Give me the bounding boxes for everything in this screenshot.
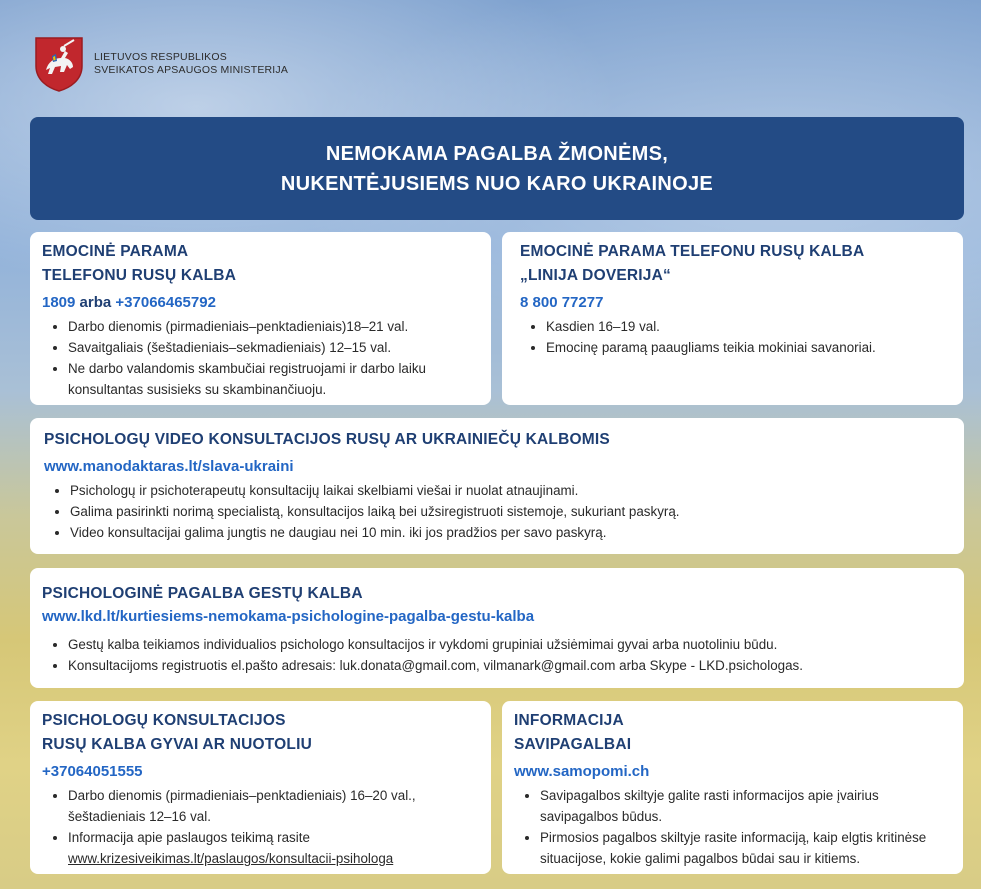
phone-numbers [42,292,479,314]
card-title: PSICHOLOGŲ VIDEO KONSULTACIJOS RUSŲ AR UKRAINIEČŲ KALBOMIS [44,431,610,448]
ministry-line-2: SVEIKATOS APSAUGOS MINISTERIJA [94,64,289,76]
card-russian-consultations [30,701,491,874]
list-item: • Kasdien 16–19 val. [546,316,945,337]
list-item: • Savaitgaliais (šeštadieniais–sekmadieniais) 12–15 val. [68,337,479,358]
card-title-line-1: PSICHOLOGŲ KONSULTACIJOS [42,712,286,729]
phone-mobile[interactable]: +37066465792 [115,294,216,311]
card-title-line-1: EMOCINĖ PARAMA [42,243,189,260]
banner-line-1: NEMOKAMA PAGALBA ŽMONĖMS, [325,142,669,165]
card-video-consultations [30,418,964,554]
card-title-line-1: INFORMACIJA [514,712,624,729]
card-trust-line [502,232,963,405]
coat-of-arms-icon [34,36,84,92]
list-item: • Psichologų ir psichoterapeutų konsultacijų laikai skelbiami viešai ir nuolat atnaujinami. [70,480,950,501]
phone-number[interactable]: +37064051555 [42,763,143,780]
list-item: • Konsultacijoms registruotis el.pašto adresais: luk.donata@gmail.com, vilmanark@gmail.com arba Skype - LKD.psichologas. [68,655,952,676]
info-list [42,785,479,869]
info-list [44,480,950,543]
info-list [520,316,945,358]
title-banner [30,117,964,220]
list-item: • Video konsultacijai galima jungtis ne daugiau nei 10 min. iki jos pradžios per savo paskyrą. [70,522,950,543]
website-link[interactable]: www.manodaktaras.lt/slava-ukraini [44,458,294,475]
info-list [42,316,479,400]
info-link[interactable]: www.krizesiveikimas.lt/paslaugos/konsultacii-psihologa [68,851,394,866]
info-list [42,634,952,676]
card-title-line-2: „LINIJA DOVERIJA“ [520,267,671,284]
card-title-line-2: RUSŲ KALBA GYVAI AR NUOTOLIU [42,736,312,753]
card-sign-language [30,568,964,688]
list-item: • Emocinę paramą paaugliams teikia mokiniai savanoriai. [546,337,945,358]
card-self-help [502,701,963,874]
or-text: arba [75,294,116,311]
list-item: • Savipagalbos skiltyje galite rasti informacijos apie įvairius savipagalbos būdus. [540,785,951,827]
ministry-header [34,36,288,92]
website-link[interactable]: www.lkd.lt/kurtiesiems-nemokama-psichologine-pagalba-gestu-kalba [42,608,535,625]
card-title-line-2: SAVIPAGALBAI [514,736,632,753]
list-item: • Galima pasirinkti norimą specialistą, konsultacijos laiką bei užsiregistruoti sistemoje, sukuriant paskyrą. [70,501,950,522]
card-emotional-support-phone [30,232,491,405]
card-title-line-1: EMOCINĖ PARAMA TELEFONU RUSŲ KALBA [520,243,865,260]
ministry-line-1: LIETUVOS RESPUBLIKOS [94,51,227,63]
website-link[interactable]: www.samopomi.ch [514,763,650,780]
list-item-text: Informacija apie paslaugos teikimą rasite [68,830,310,845]
list-item [68,827,479,869]
list-item: • Gestų kalba teikiamos individualios psichologo konsultacijos ir vykdomi grupiniai užsiėmimai gyvai arba nuotoliniu būdu. [68,634,952,655]
list-item: • Darbo dienomis (pirmadieniais–penktadieniais)18–21 val. [68,316,479,337]
card-title-line-2: TELEFONU RUSŲ KALBA [42,267,237,284]
phone-number[interactable]: 8 800 77277 [520,294,604,311]
phone-1809[interactable]: 1809 [42,294,76,311]
card-title: PSICHOLOGINĖ PAGALBA GESTŲ KALBA [42,585,363,602]
banner-line-2: NUKENTĖJUSIEMS NUO KARO UKRAINOJE [280,172,714,195]
info-list [514,785,951,869]
ministry-name [94,51,288,77]
list-item: • Pirmosios pagalbos skiltyje rasite informaciją, kaip elgtis kritinėse situacijose, kokie galimi pagalbos būdai sau ir kitiems. [540,827,951,869]
list-item: • Darbo dienomis (pirmadieniais–penktadieniais) 16–20 val., šeštadieniais 12–16 val. [68,785,479,827]
list-item: • Ne darbo valandomis skambučiai registruojami ir darbo laiku konsultantas susisieks su skambinančiuoju. [68,358,479,400]
